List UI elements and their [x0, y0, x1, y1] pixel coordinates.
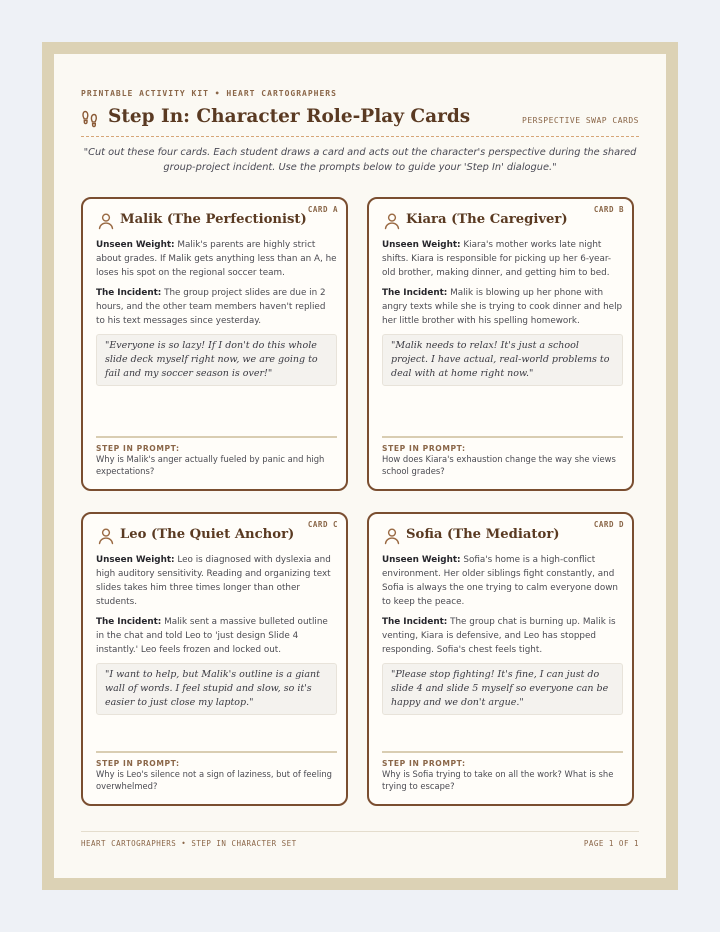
person-icon — [97, 527, 115, 545]
incident — [96, 286, 337, 328]
card-tag: CARD A — [307, 205, 338, 214]
unseen-weight-text: Leo is diagnosed with dyslexia and high auditory sensitivity. Reading and organizing text slides takes him three times longer than other students. — [96, 555, 331, 607]
card-tag: CARD B — [593, 205, 624, 214]
character-quote: "Please stop fighting! It's fine, I can just do slide 4 and slide 5 myself so everyone can be happy and we don't argue." — [382, 663, 623, 715]
unseen-weight-text: Kiara's mother works late night shifts. Kiara is responsible for picking up her 6-year-old brother, making dinner, and getting him to bed. — [382, 240, 612, 278]
page-title: Step In: Character Role-Play Cards — [108, 106, 471, 127]
incident — [382, 286, 623, 328]
character-name: Malik (The Perfectionist) — [120, 212, 307, 227]
card-body — [96, 238, 337, 386]
character-quote: "Everyone is so lazy! If I don't do this whole slide deck myself right now, we are going to fail and my soccer season is over!" — [96, 334, 337, 386]
incident — [96, 615, 337, 657]
page-number: PAGE 1 OF 1 — [583, 839, 639, 848]
incident-text: The group chat is burning up. Malik is venting, Kiara is defensive, and Leo has stopped responding. Sofia's chest feels tight. — [382, 617, 616, 655]
incident-text: The group project slides are due in 2 hours, and the other team members haven't replied to his text messages since yesterday. — [96, 288, 326, 326]
incident — [382, 615, 623, 657]
perspective-swap-label: PERSPECTIVE SWAP CARDS — [522, 116, 639, 125]
unseen-weight-label: Unseen Weight: — [96, 555, 175, 565]
incident-label: The Incident: — [96, 617, 162, 627]
card-tag: CARD D — [593, 520, 624, 529]
person-icon — [97, 212, 115, 230]
prompt-text: Why is Leo's silence not a sign of laziness, but of feeling overwhelmed? — [96, 769, 332, 791]
step-in-prompt — [96, 751, 337, 792]
footer-credit: HEART CARTOGRAPHERS • STEP IN CHARACTER SET — [81, 839, 297, 848]
card-body — [96, 553, 337, 715]
intro-instructions: "Cut out these four cards. Each student draws a card and acts out the character's perspective during the shared group-project incident. Use the prompts below to guide your 'Step In' dialogue." — [83, 147, 637, 173]
character-quote: "Malik needs to relax! It's just a school project. I have actual, real-world problems to deal with at home right now." — [382, 334, 623, 386]
prompt-text: Why is Sofia trying to take on all the work? What is she trying to escape? — [382, 769, 614, 791]
unseen-weight — [96, 553, 337, 609]
card-body — [382, 553, 623, 715]
footer-divider — [81, 831, 639, 832]
person-icon — [383, 212, 401, 230]
footprints-icon — [81, 109, 101, 129]
character-quote: "I want to help, but Malik's outline is a giant wall of words. I feel stupid and slow, so it's easier to just close my laptop." — [96, 663, 337, 715]
activity-sheet — [54, 54, 666, 878]
incident-label: The Incident: — [96, 288, 162, 298]
kit-kicker: PRINTABLE ACTIVITY KIT • HEART CARTOGRAPHERS — [81, 89, 337, 98]
page-frame — [42, 42, 678, 890]
prompt-label: STEP IN PROMPT: — [382, 444, 466, 453]
character-name: Sofia (The Mediator) — [406, 527, 560, 542]
prompt-label: STEP IN PROMPT: — [382, 759, 466, 768]
character-card-kiara — [367, 197, 634, 491]
step-in-prompt — [96, 436, 337, 477]
step-in-prompt — [382, 436, 623, 477]
card-tag: CARD C — [307, 520, 338, 529]
prompt-label: STEP IN PROMPT: — [96, 759, 180, 768]
character-name: Kiara (The Caregiver) — [406, 212, 568, 227]
unseen-weight-text: Sofia's home is a high-conflict environment. Her older siblings fight constantly, and Sofia is always the one trying to calm everyone down to keep the peace. — [382, 555, 619, 607]
prompt-text: Why is Malik's anger actually fueled by panic and high expectations? — [96, 454, 325, 476]
unseen-weight-label: Unseen Weight: — [96, 240, 175, 250]
character-card-sofia — [367, 512, 634, 806]
unseen-weight — [382, 553, 623, 609]
person-icon — [383, 527, 401, 545]
unseen-weight — [96, 238, 337, 280]
incident-label: The Incident: — [382, 288, 448, 298]
unseen-weight-text: Malik's parents are highly strict about grades. If Malik gets anything less than an A, he loses his spot on the regional soccer team. — [96, 240, 337, 278]
incident-text: Malik is blowing up her phone with angry texts while she is trying to cook dinner and help her little brother with his spelling homework. — [382, 288, 623, 326]
title-row — [81, 106, 639, 132]
unseen-weight — [382, 238, 623, 280]
incident-label: The Incident: — [382, 617, 448, 627]
prompt-label: STEP IN PROMPT: — [96, 444, 180, 453]
unseen-weight-label: Unseen Weight: — [382, 240, 461, 250]
prompt-text: How does Kiara's exhaustion change the way she views school grades? — [382, 454, 616, 476]
step-in-prompt — [382, 751, 623, 792]
unseen-weight-label: Unseen Weight: — [382, 555, 461, 565]
character-card-leo — [81, 512, 348, 806]
character-card-malik — [81, 197, 348, 491]
incident-text: Malik sent a massive bulleted outline in the chat and told Leo to 'just design Slide 4 instantly.' Leo feels frozen and locked out. — [96, 617, 328, 655]
dashed-divider — [81, 136, 639, 137]
card-body — [382, 238, 623, 386]
character-name: Leo (The Quiet Anchor) — [120, 527, 295, 542]
